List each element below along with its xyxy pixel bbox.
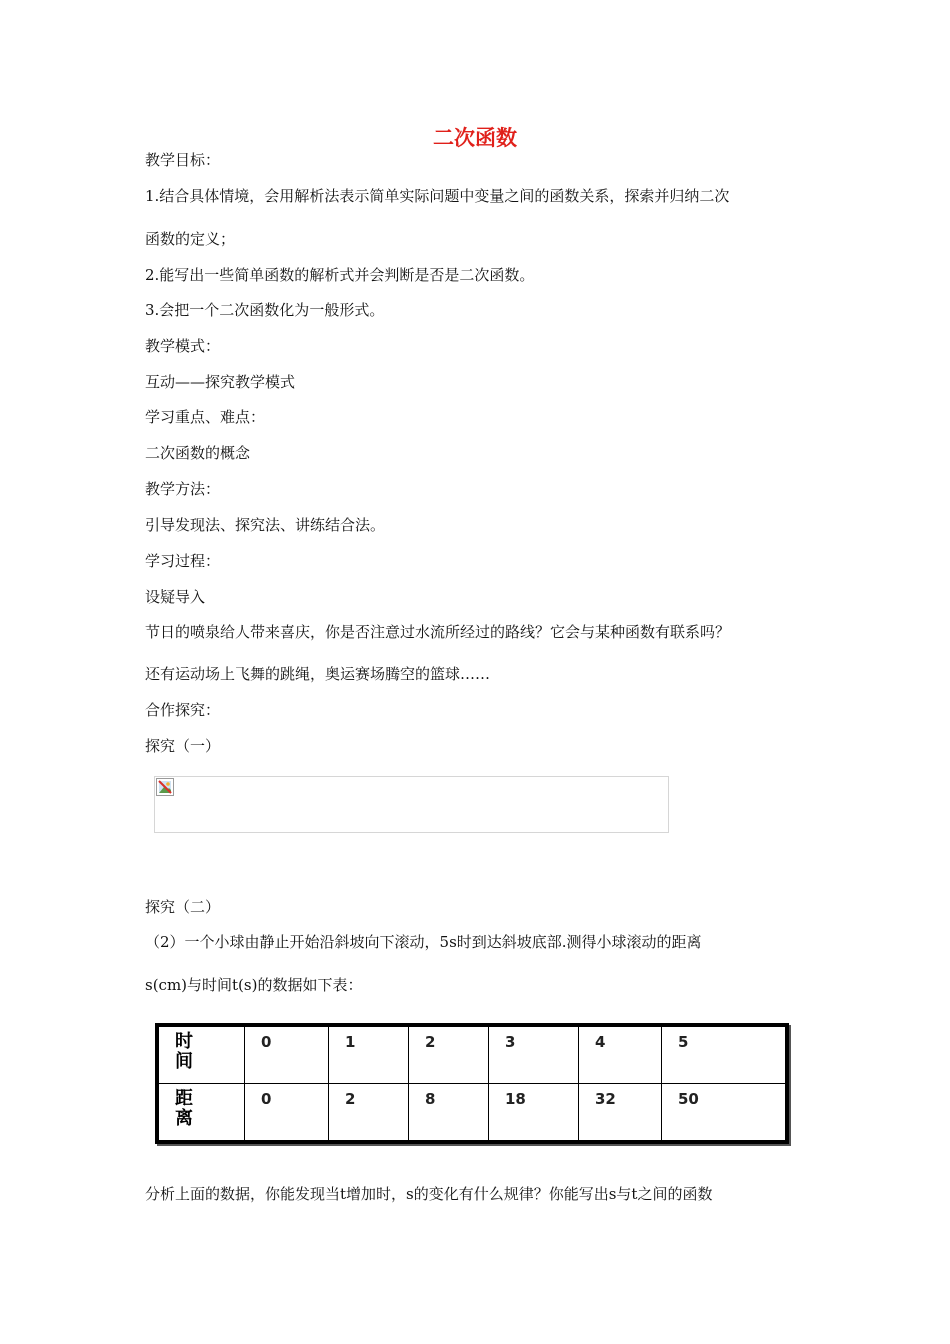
paragraph: （2）一个小球由静止开始沿斜坡向下滚动，5s时到达斜坡底部.测得小球滚动的距离 bbox=[145, 933, 702, 951]
data-table bbox=[155, 1023, 789, 1144]
paragraph: 探究（二） bbox=[145, 898, 221, 916]
paragraph: s(cm)与时间t(s)的数据如下表： bbox=[145, 976, 363, 994]
table-cell: 32 bbox=[579, 1084, 662, 1141]
table-cell: 2 bbox=[329, 1084, 409, 1141]
paragraph: 教学方法： bbox=[145, 480, 221, 498]
table-row bbox=[159, 1027, 786, 1084]
broken-image-placeholder bbox=[154, 776, 669, 833]
row-header-char: 离 bbox=[175, 1108, 193, 1129]
table-row bbox=[159, 1084, 786, 1141]
paragraph: 还有运动场上飞舞的跳绳，奥运赛场腾空的篮球…… bbox=[145, 665, 491, 683]
paragraph: 二次函数的概念 bbox=[145, 444, 251, 462]
table-cell: 18 bbox=[489, 1084, 579, 1141]
row-header-time bbox=[159, 1027, 245, 1084]
paragraph: 3.会把一个二次函数化为一般形式。 bbox=[145, 301, 385, 319]
row-header-char: 时 bbox=[175, 1031, 193, 1052]
table-cell: 0 bbox=[245, 1027, 329, 1084]
table-cell: 4 bbox=[579, 1027, 662, 1084]
table-cell: 8 bbox=[409, 1084, 489, 1141]
row-header-distance bbox=[159, 1084, 245, 1141]
paragraph: 引导发现法、探究法、讲练结合法。 bbox=[145, 516, 386, 534]
paragraph: 2.能写出一些简单函数的解析式并会判断是否是二次函数。 bbox=[145, 266, 535, 284]
table-cell: 50 bbox=[662, 1084, 786, 1141]
paragraph: 互动——探究教学模式 bbox=[145, 373, 296, 391]
broken-image-icon bbox=[156, 778, 174, 796]
row-header-char: 间 bbox=[175, 1051, 193, 1072]
row-header-char: 距 bbox=[175, 1088, 193, 1109]
table-cell: 3 bbox=[489, 1027, 579, 1084]
table-cell: 5 bbox=[662, 1027, 786, 1084]
document-title: 二次函数 bbox=[433, 126, 517, 150]
paragraph: 节日的喷泉给人带来喜庆，你是否注意过水流所经过的路线？它会与某种函数有联系吗？ bbox=[145, 623, 731, 641]
paragraph: 探究（一） bbox=[145, 737, 221, 755]
table-cell: 2 bbox=[409, 1027, 489, 1084]
paragraph: 设疑导入 bbox=[145, 588, 206, 606]
paragraph: 学习过程： bbox=[145, 552, 221, 570]
table-cell: 0 bbox=[245, 1084, 329, 1141]
paragraph: 教学模式： bbox=[145, 337, 221, 355]
paragraph: 1.结合具体情境，会用解析法表示简单实际问题中变量之间的函数关系，探索并归纳二次 bbox=[145, 187, 730, 205]
table-cell: 1 bbox=[329, 1027, 409, 1084]
paragraph: 合作探究： bbox=[145, 701, 221, 719]
paragraph: 函数的定义； bbox=[145, 230, 236, 248]
paragraph: 学习重点、难点： bbox=[145, 408, 266, 426]
paragraph: 分析上面的数据，你能发现当t增加时，s的变化有什么规律？你能写出s与t之间的函数 bbox=[145, 1185, 713, 1203]
paragraph: 教学目标： bbox=[145, 151, 221, 169]
